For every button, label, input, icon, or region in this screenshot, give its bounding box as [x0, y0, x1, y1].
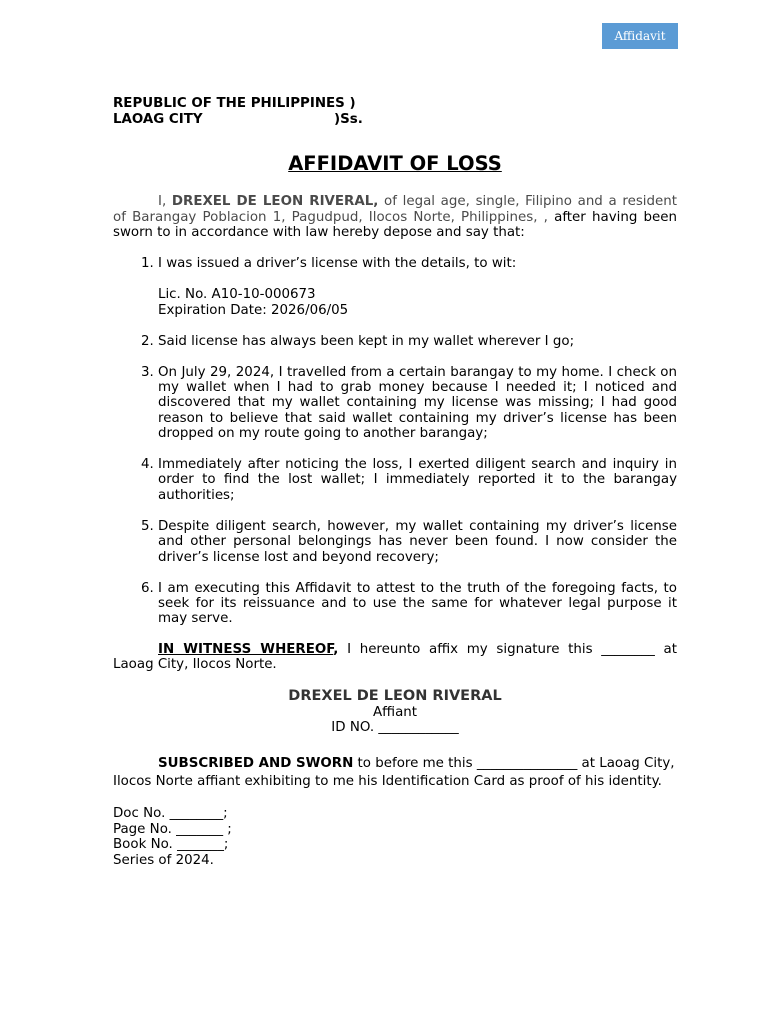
jurat-rest: to before me this _______________ at Laoag City, Ilocos Norte affiant exhibiting to me his Identification Card as proof of his identity.: [113, 756, 675, 789]
license-number: Lic. No. A10-10-000673: [158, 287, 316, 303]
depositions-list: [113, 256, 677, 626]
jurat-paragraph: [113, 755, 677, 790]
affiant-id: ID NO. ____________: [331, 719, 459, 735]
jurat-lead: SUBSCRIBED AND SWORN: [158, 756, 354, 772]
caption-ss: )Ss.: [334, 111, 363, 127]
item-text: Immediately after noticing the loss, I exerted diligent search and inquiry in order to find the lost wallet; I immediately reported it to the barangay authorities;: [158, 457, 677, 503]
document-page: [113, 96, 677, 868]
caption-line-republic: REPUBLIC OF THE PHILIPPINES ): [113, 96, 356, 111]
item-text: Said license has always been kept in my wallet wherever I go;: [158, 333, 575, 349]
witness-rest: I hereunto affix my signature this ________ at Laoag City, Ilocos Norte.: [113, 641, 678, 673]
item-text: On July 29, 2024, I travelled from a certain barangay to my home. I check on my wallet when I had to grab money because I needed it; I noticed and discovered that my wallet containing my license was missing; I had good reason to believe that said wallet containing my driver’s license has been dropped on my route going to another barangay;: [158, 364, 677, 442]
book-number: Book No. _______;: [113, 837, 229, 853]
list-item: [158, 365, 677, 442]
intro-paragraph: [113, 194, 677, 240]
intro-sworn: after having been sworn to in accordance with law hereby depose and say that:: [113, 209, 677, 240]
signature-block: [113, 688, 677, 736]
page-number: Page No. _______ ;: [113, 821, 232, 837]
caption-line-city: [113, 112, 677, 128]
list-item: [158, 457, 677, 503]
venue-caption: [113, 96, 677, 127]
list-item: [158, 334, 677, 349]
doc-number: Doc No. ________;: [113, 806, 228, 822]
affidavit-badge: Affidavit: [602, 23, 678, 49]
intro-details: of legal age, single, Filipino and a resident of Barangay Poblacion 1, Pagudpud, Ilocos Norte, Philippines, ,: [113, 194, 677, 225]
notarial-register: [113, 806, 677, 868]
document-title: AFFIDAVIT OF LOSS: [288, 152, 502, 176]
intro-pronoun: I,: [158, 194, 172, 210]
affiant-name: DREXEL DE LEON RIVERAL: [288, 687, 502, 704]
license-expiration: Expiration Date: 2026/06/05: [158, 302, 349, 318]
item-text: 1. I was issued a driver’s license with the details, to wit:: [158, 256, 517, 272]
witness-paragraph: [113, 642, 677, 673]
witness-lead: IN WITNESS WHEREOF: [158, 641, 334, 657]
affiant-name-inline: DREXEL DE LEON RIVERAL,: [171, 194, 379, 210]
item-text: Despite diligent search, however, my wallet containing my driver’s license and other personal belongings has never been found. I now consider the driver’s license lost and beyond recovery;: [158, 518, 677, 565]
affiant-role: Affiant: [372, 704, 418, 720]
list-item: [158, 581, 677, 627]
witness-comma: ,: [333, 641, 339, 657]
caption-city: LAOAG CITY: [113, 111, 203, 127]
item-text: I am executing this Affidavit to attest to the truth of the foregoing facts, to seek for its reissuance and to use the same for whatever legal purpose it may serve.: [158, 580, 677, 627]
list-item: [158, 256, 677, 318]
list-item: [158, 519, 677, 565]
series-year: Series of 2024.: [113, 852, 214, 868]
